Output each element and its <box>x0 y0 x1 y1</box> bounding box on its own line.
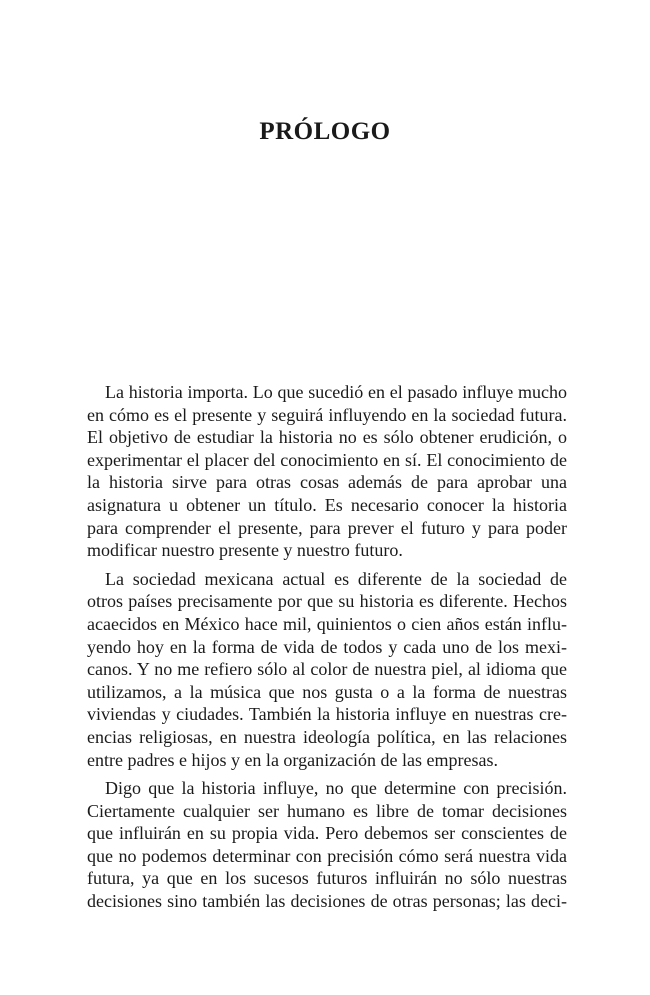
prologue-body <box>87 381 567 919</box>
paragraph-3: Digo que la historia influye, no que determine con precisión. Ciertamente cualquier ser humano es libre de tomar decisiones que influirán en su propia vida. Pero debemos ser conscientes de que no podemos determinar con precisión cómo será nuestra vida futura, ya que en los sucesos futuros influirán no sólo nuestras decisiones sino también las decisiones de otras personas; las deci- <box>87 778 567 912</box>
paragraph-1: La historia importa. Lo que sucedió en el pasado influye mucho en cómo es el presente y seguirá influyendo en la sociedad futura. El objetivo de estudiar la historia no es sólo obtener erudición, o experimentar el placer del conocimiento en sí. El conocimiento de la historia sirve para otras cosas además de para aprobar una asignatura u obtener un título. Es necesario conocer la historia para comprender el presente, para prever el futuro y para poder modificar nuestro presente y nuestro futuro. <box>87 382 567 561</box>
page-title: PRÓLOGO <box>259 118 391 145</box>
paragraph-2: La sociedad mexicana actual es diferente de la sociedad de otros países precisamente por que su historia es diferente. Hechos acaecidos en México hace mil, quinientos o cien años están influyendo hoy en la forma de vida de todos y cada uno de los mexicanos. Y no me refiero sólo al color de nuestra piel, al idioma que utilizamos, a la música que nos gusta o a la forma de nuestras viviendas y ciudades. También la historia influye en nuestras creencias religiosas, en nuestra ideología política, en las relaciones entre padres e hijos y en la organización de las empresas. <box>87 568 567 770</box>
